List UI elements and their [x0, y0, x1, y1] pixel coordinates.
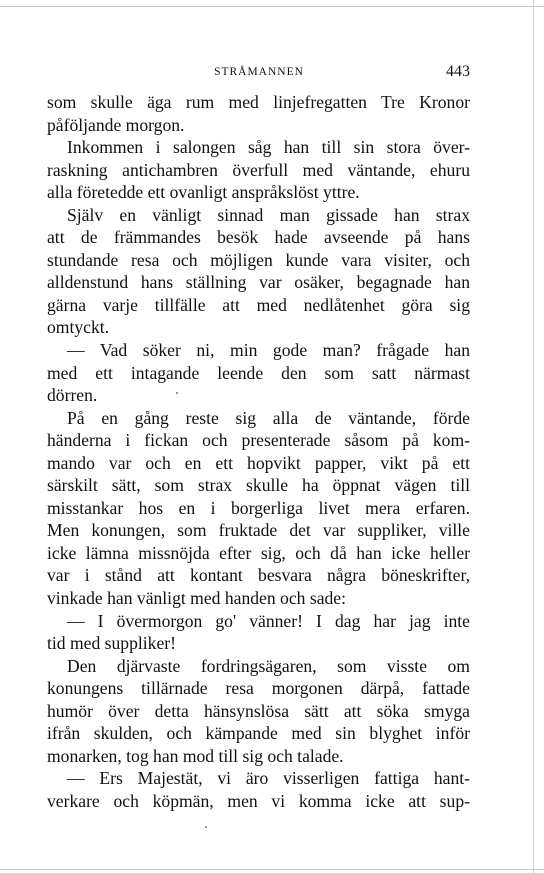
text-line: mando var och en ett hopvikt papper, vikt på ett — [47, 452, 470, 473]
page-bottom-edge — [0, 869, 544, 870]
text-line: Den djärvaste fordringsägaren, som visste om — [67, 655, 470, 676]
page-right-edge — [533, 0, 534, 873]
text-line: ifrån skulden, och kämpande med sin blyghet inför — [47, 723, 470, 744]
page-number: 443 — [446, 63, 470, 80]
text-line: händerna i fickan och presenterade såsom på kom- — [47, 430, 470, 451]
text-line: stundande resa och möjligen kunde vara visiter, och — [47, 249, 470, 270]
text-line: gärna varje tillfälle att med nedlåtenhet göra sig — [47, 294, 470, 315]
text-line: raskning antichambren överfull med väntande, ehuru — [47, 159, 470, 180]
text-line: misstankar hos en i borgerliga livet mera erfaren. — [47, 497, 470, 518]
text-line: icke lämna missnöjda efter sig, och då han icke heller — [47, 542, 470, 563]
text-line: Själv en vänligt sinnad man gissade han strax — [67, 204, 470, 225]
running-title: STRÅMANNEN — [214, 66, 304, 78]
text-line: tid med suppliker! — [47, 633, 176, 654]
text-line: vinkade han vänligt med handen och sade: — [47, 588, 346, 609]
page-top-edge — [0, 6, 544, 7]
text-line: alla företedde ett ovanligt anspråkslöst yttre. — [47, 182, 360, 203]
text-line: På en gång reste sig alla de väntande, förde — [67, 407, 470, 428]
text-line: påföljande morgon. — [47, 114, 185, 135]
text-line: särskilt sätt, som strax skulle ha öppnat vägen till — [47, 475, 470, 496]
text-line: dörren. — [47, 385, 98, 406]
text-line: — Vad söker ni, min gode man? frågade han — [67, 340, 470, 361]
text-line: verkare och köpmän, men vi komma icke att sup- — [47, 790, 470, 811]
text-line: att de främmandes besök hade avseende på hans — [47, 227, 470, 248]
text-line: humör över detta hänsynslösa sätt att söka smyga — [47, 700, 470, 721]
text-line: omtyckt. — [47, 317, 110, 338]
print-speck — [205, 826, 207, 828]
text-line: konungens tillärnade resa morgonen därpå, fattade — [47, 678, 470, 699]
text-line: Inkommen i salongen såg han till sin stora över- — [67, 137, 470, 158]
text-line: alldenstund hans ställning var osäker, begagnade han — [47, 272, 470, 293]
text-line: var i stånd att kontant besvara några böneskrifter, — [47, 565, 470, 586]
text-line: — Ers Majestät, vi äro visserligen fattiga hant- — [67, 768, 470, 789]
body-text — [47, 91, 470, 813]
text-line: med ett intagande leende den som satt närmast — [47, 362, 470, 383]
text-line: monarken, tog han mod till sig och talade. — [47, 745, 344, 766]
print-speck — [176, 392, 178, 394]
running-head — [48, 63, 470, 85]
text-line: Men konungen, som fruktade det var suppliker, ville — [47, 520, 470, 541]
text-line: — I övermorgon go' vänner! I dag har jag inte — [67, 610, 470, 631]
text-line: som skulle äga rum med linjefregatten Tre Kronor — [47, 92, 470, 112]
